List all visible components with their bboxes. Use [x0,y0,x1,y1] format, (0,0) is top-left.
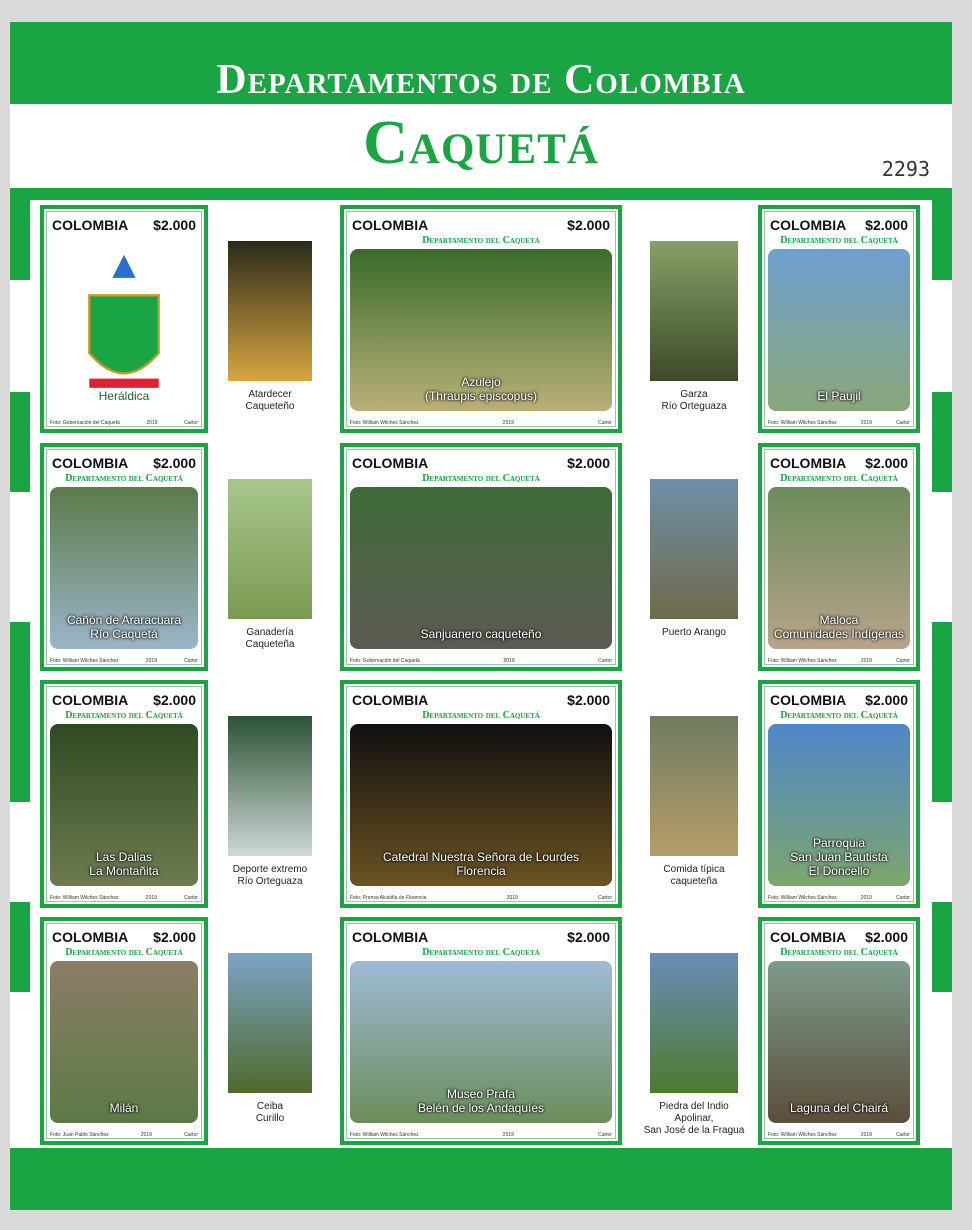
stamp-year: 2019 [146,420,158,426]
stamp-country: COLOMBIA [52,929,129,945]
label-photo [228,479,312,619]
stamp[interactable] [40,205,208,433]
upper-green-bar [10,188,952,200]
stamp-country: COLOMBIA [770,929,847,945]
stamp-footer [50,895,198,901]
stamp-country: COLOMBIA [770,455,847,471]
right-stripe [932,902,952,992]
printer-name: Cartor [896,420,910,426]
stamp-footer [50,658,198,664]
stamp[interactable] [40,917,208,1145]
printer-name: Cartor [598,658,612,664]
label-tab [220,473,320,661]
photo-credit: Foto: Prensa Alcaldía de Florencia [350,895,427,901]
stamp[interactable] [40,680,208,908]
stamp-caption: Laguna del Chairá [789,1101,889,1115]
photo-credit: Foto: Gobernación del Caquetá [50,420,120,426]
photo-credit: Foto: William Wilches Sánchez [768,1132,837,1138]
right-stripe [932,200,952,280]
stamp-photo [350,961,612,1123]
label-text: Ganadería Caqueteña [245,627,295,650]
stamp-year: 2019 [140,1132,152,1138]
sheet-subtitle: Caquetá [363,109,599,177]
stamp-department: Departamento del Caquetá [422,473,540,484]
stamp-department: Departamento del Caquetá [422,235,540,246]
stamp-value: $2.000 [567,692,610,708]
stamp[interactable] [758,205,920,433]
label-photo [228,716,312,856]
stamp-footer [350,420,612,426]
photo-credit: Foto: William Wilches Sánchez [50,895,119,901]
stamp-year: 2019 [860,420,872,426]
label-tab [642,235,746,423]
photo-credit: Foto: William Wilches Sánchez [768,658,837,664]
stamp-department: Departamento del Caquetá [65,710,183,721]
stamp-caption: Museo Prafa Belén de los Andaquíes [417,1087,545,1115]
stamp-year: 2019 [145,895,157,901]
stamp-value: $2.000 [567,217,610,233]
stamp-year: 2019 [145,658,157,664]
coat-of-arms-icon [50,249,198,411]
stamp-value: $2.000 [153,217,196,233]
label-tab [220,710,320,898]
stamp-country: COLOMBIA [52,455,129,471]
label-text: Garza Río Orteguaza [661,389,727,412]
left-stripe [10,902,30,992]
printer-name: Cartor [184,658,198,664]
stamp-footer [768,1132,910,1138]
right-stripe [932,622,952,802]
photo-credit: Foto: William Wilches Sánchez [50,658,119,664]
stamp-department: Departamento del Caquetá [780,710,898,721]
stamp[interactable] [340,680,622,908]
stamp-photo [50,487,198,649]
photo-credit: Foto: Gobernación del Caquetá [350,658,420,664]
printer-name: Cartor [184,895,198,901]
label-text: Ceiba Curillo [255,1101,285,1124]
label-text: Deporte extremo Río Orteguaza [232,864,308,887]
label-photo [228,241,312,381]
stamp-year: 2019 [860,895,872,901]
label-photo [650,479,738,619]
printer-name: Cartor [896,895,910,901]
stamp-year: 2019 [502,1132,514,1138]
stamp-country: COLOMBIA [770,692,847,708]
printer-name: Cartor [598,1132,612,1138]
stamp-footer [350,658,612,664]
stamp-year: 2019 [860,1132,872,1138]
stamp-photo [350,724,612,886]
stamp-caption: Azulejo (Thraupis episcopus) [424,375,538,403]
stamp-country: COLOMBIA [352,929,429,945]
stamp-footer [768,895,910,901]
printer-name: Cartor [598,420,612,426]
stamp-photo [50,249,198,411]
stamp-caption: El Paujil [817,389,861,403]
label-tab [220,947,320,1135]
stamp-footer [50,1132,198,1138]
label-text: Piedra del Indio Apolinar, San José de la Fragua [643,1101,745,1136]
stamp-department: Departamento del Caquetá [780,947,898,958]
label-text: Atardecer Caqueteño [245,389,295,412]
stamp-value: $2.000 [865,929,908,945]
left-stripe [10,200,30,280]
photo-credit: Foto: William Wilches Sánchez [350,1132,419,1138]
stamp-value: $2.000 [567,929,610,945]
stamp-caption: Milán [109,1101,139,1115]
stamp-department: Departamento del Caquetá [422,947,540,958]
right-stripe [932,392,952,492]
label-tab [642,473,746,661]
stamp-caption: Sanjuanero caqueteño [420,627,542,641]
stamp[interactable] [758,680,920,908]
stamp[interactable] [758,443,920,671]
label-tab [642,947,746,1135]
stamp[interactable] [340,917,622,1145]
stamp-year: 2019 [506,895,518,901]
stamp-caption: Heráldica [98,389,150,403]
stamp[interactable] [758,917,920,1145]
stamp-country: COLOMBIA [352,217,429,233]
stamp-footer [350,895,612,901]
stamp[interactable] [340,443,622,671]
printer-name: Cartor [184,1132,198,1138]
stamp-department: Departamento del Caquetá [422,710,540,721]
stamp-photo [50,724,198,886]
label-photo [228,953,312,1093]
left-stripe [10,622,30,802]
printer-name: Cartor [896,658,910,664]
stamp-year: 2019 [860,658,872,664]
label-text: Puerto Arango [662,627,726,638]
stamp[interactable] [40,443,208,671]
sheet-title: Departamentos de Colombia [216,57,746,103]
stamp-photo [768,487,910,649]
stamp-footer [50,420,198,426]
photo-credit: Foto: Juan Pablo Sánchez [50,1132,109,1138]
label-photo [650,241,738,381]
stamp-value: $2.000 [865,455,908,471]
stamp-photo [768,961,910,1123]
stamp-photo [768,249,910,411]
stamp-footer [350,1132,612,1138]
label-tab [642,710,746,898]
stamp-caption: Las Dalias La Montañita [89,850,159,878]
printer-name: Cartor [896,1132,910,1138]
label-photo [650,716,738,856]
stamp-footer [768,420,910,426]
printer-name: Cartor [598,895,612,901]
stamp-department: Departamento del Caquetá [780,473,898,484]
stamp[interactable] [340,205,622,433]
stamp-caption: Parroquia San Juan Bautista El Doncello [790,836,888,878]
stamp-value: $2.000 [153,455,196,471]
stamp-photo [50,961,198,1123]
stamp-value: $2.000 [865,692,908,708]
photo-credit: Foto: William Wilches Sánchez [768,420,837,426]
stamp-value: $2.000 [153,692,196,708]
serial-number: 2293 [881,157,930,181]
label-text: Comida típica caqueteña [663,864,725,887]
stamp-country: COLOMBIA [52,692,129,708]
label-photo [650,953,738,1093]
bottom-green-band [10,1148,952,1210]
stamp-year: 2019 [503,658,515,664]
stamp-value: $2.000 [567,455,610,471]
stamp-country: COLOMBIA [352,455,429,471]
label-tab [220,235,320,423]
stamp-caption: Maloca Comunidades Indígenas [773,613,905,641]
stamp-year: 2019 [502,420,514,426]
photo-credit: Foto: William Wilches Sánchez [768,895,837,901]
photo-credit: Foto: William Wilches Sánchez [350,420,419,426]
stamp-caption: Cañón de Araracuara Río Caquetá [66,613,182,641]
stamp-department: Departamento del Caquetá [780,235,898,246]
left-stripe [10,392,30,492]
stamp-photo [350,249,612,411]
stamp-caption: Catedral Nuestra Señora de Lourdes Florencia [382,850,580,878]
stamp-country: COLOMBIA [770,217,847,233]
printer-name: Cartor [184,420,198,426]
stamp-photo [768,724,910,886]
stamp-photo [350,487,612,649]
stamp-footer [768,658,910,664]
stamp-department: Departamento del Caquetá [65,473,183,484]
stamp-country: COLOMBIA [52,217,129,233]
stamp-value: $2.000 [153,929,196,945]
stamp-value: $2.000 [865,217,908,233]
stamp-department: Departamento del Caquetá [65,947,183,958]
stamp-country: COLOMBIA [352,692,429,708]
